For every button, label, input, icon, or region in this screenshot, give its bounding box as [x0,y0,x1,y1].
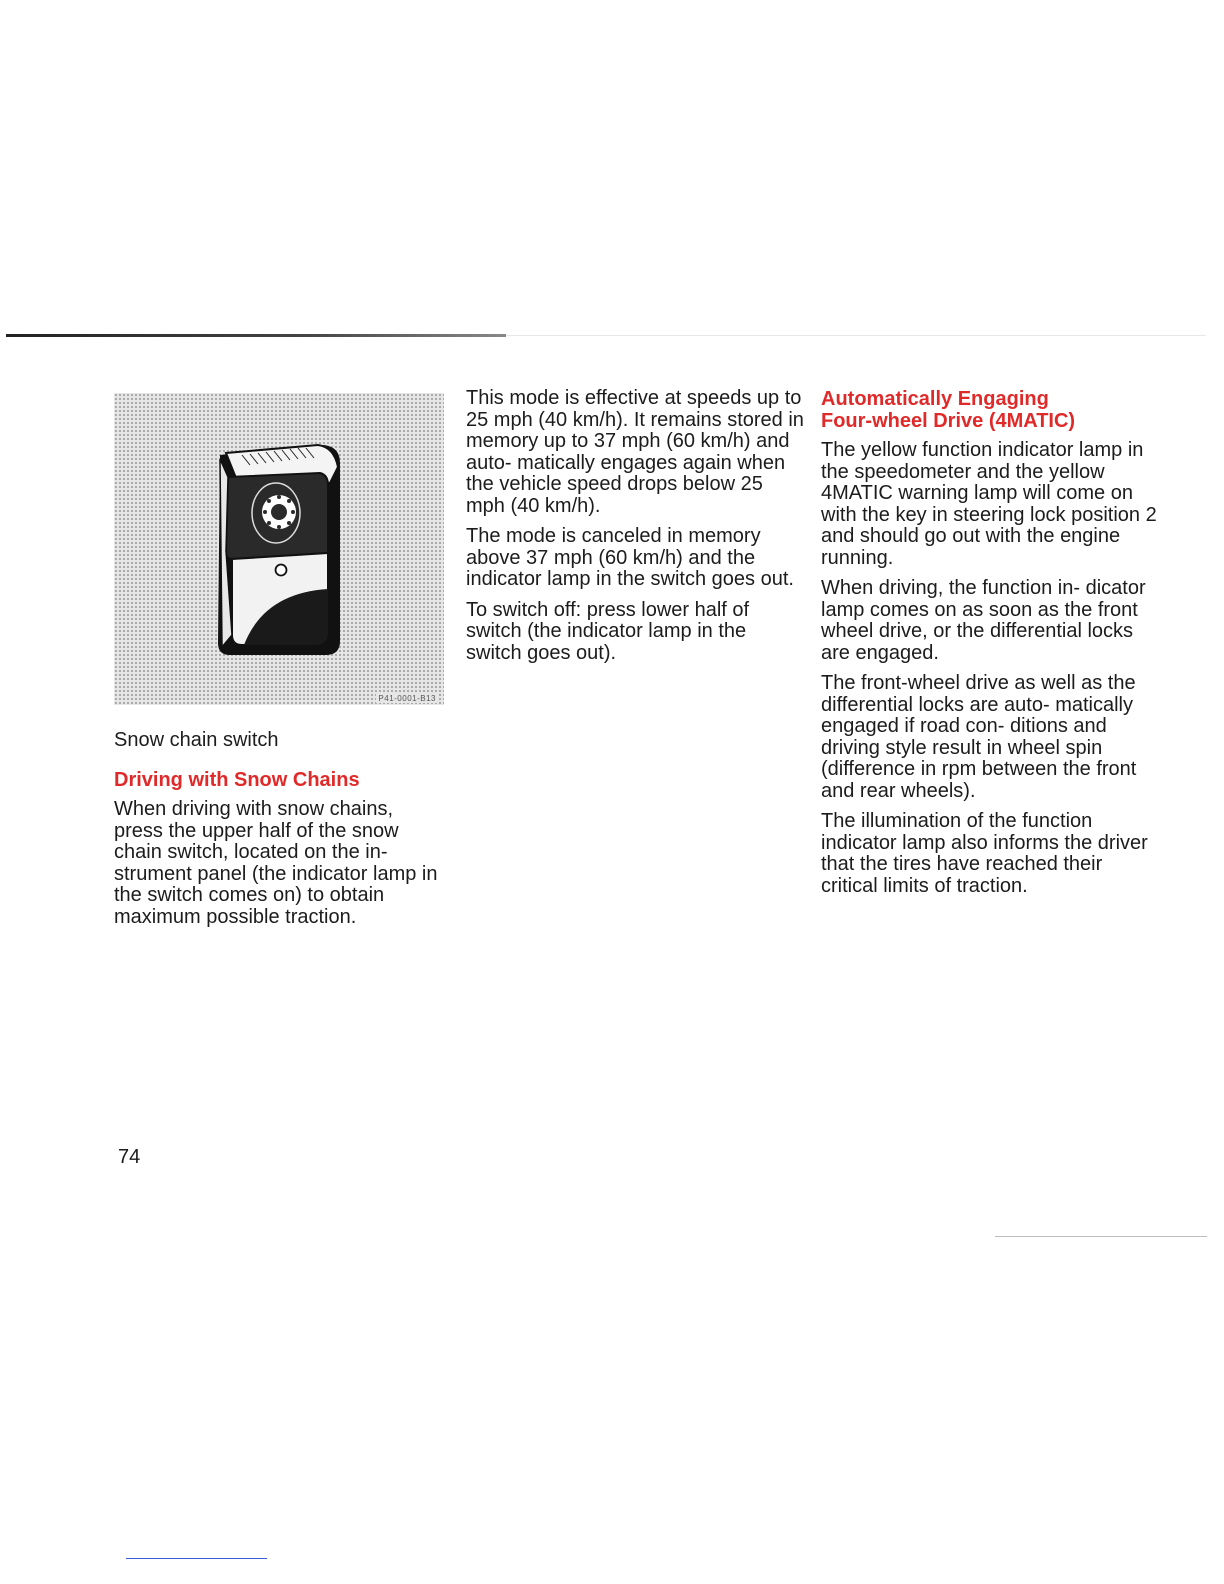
snow-chain-switch-illustration [114,393,444,705]
right-paragraph-2: When driving, the function in- dicator lamp comes on as soon as the front wheel drive, or the differential locks are engaged. [821,577,1146,664]
bottom-link-rule [126,1558,267,1559]
heading-4matic-line-1: Automatically Engaging [821,388,1049,410]
middle-paragraph-1: This mode is effective at speeds up to 25 mph (40 km/h). It remains stored in memory up to 37 mph (60 km/h) and auto- matically engages again when the vehicle speed drops below 25 mph (40 km/h). [466,387,804,517]
top-rule-faint [506,335,1206,336]
right-column [821,388,1161,897]
middle-column [466,388,806,664]
right-paragraph-3: The front-wheel drive as well as the differential locks are auto- matically engaged if road con- ditions and driving style result in wheel spin (difference in rpm between the front and rear wheels). [821,672,1137,802]
left-paragraph-1: When driving with snow chains, press the upper half of the snow chain switch, located on the in- strument panel (the indicator lamp in the switch comes on) to obtain maximum possible traction. [114,798,438,928]
figure-caption: Snow chain switch [114,729,279,751]
right-paragraph-1: The yellow function indicator lamp in the speedometer and the yellow 4MATIC warning lamp will come on with the key in steering lock position 2 and should go out with the engine running. [821,439,1157,569]
figure-code: P41-0001-B13 [378,694,436,703]
page-number: 74 [118,1146,141,1168]
snow-chain-switch-figure [114,393,444,705]
bottom-rule [995,1236,1207,1237]
heading-4matic [821,388,1161,432]
top-rule [6,334,506,337]
middle-paragraph-3: To switch off: press lower half of switch (the indicator lamp in the switch goes out). [466,598,750,664]
left-column [114,393,446,928]
heading-driving-with-snow-chains: Driving with Snow Chains [114,769,360,791]
heading-4matic-line-2: Four-wheel Drive (4MATIC) [821,410,1076,432]
middle-paragraph-2: The mode is canceled in memory above 37 mph (60 km/h) and the indicator lamp in the switch goes out. [466,525,794,590]
indicator-lamp-icon [276,565,287,576]
right-paragraph-4: The illumination of the function indicator lamp also informs the driver that the tires have reached their critical limits of traction. [821,810,1148,897]
